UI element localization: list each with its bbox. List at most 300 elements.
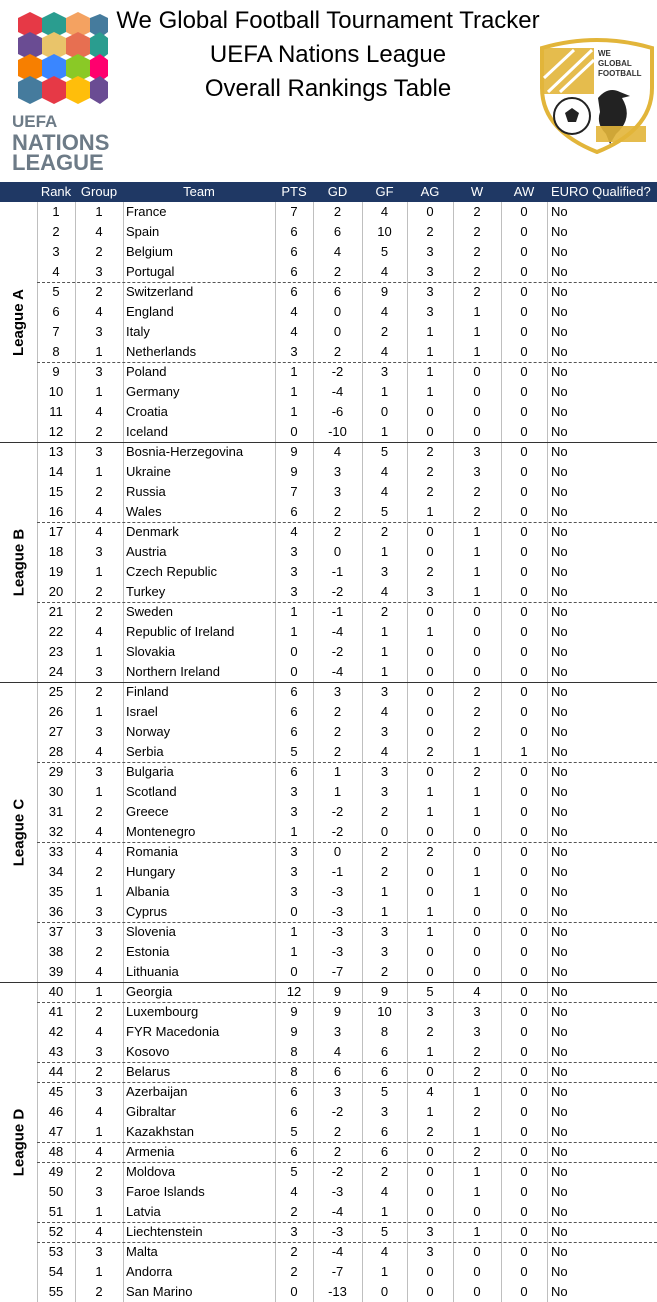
cell-rank: 31 [48, 804, 64, 819]
cell-aw: 0 [520, 904, 528, 919]
cell-pts: 9 [290, 1024, 298, 1039]
pot-divider [37, 602, 657, 604]
cell-team: Portugal [126, 264, 175, 279]
cell-ag: 1 [426, 1044, 434, 1059]
table-row [0, 702, 657, 722]
league-divider [0, 442, 657, 443]
cell-team: FYR Macedonia [126, 1024, 220, 1039]
cell-gd: 3 [333, 684, 342, 699]
table-row [0, 542, 657, 562]
cell-ag: 0 [426, 704, 434, 719]
cell-w: 1 [473, 804, 481, 819]
cell-gd: 2 [333, 1144, 342, 1159]
column-divider [547, 202, 548, 1302]
uefa-nations-league-logo [8, 10, 118, 170]
table-row [0, 1042, 657, 1062]
cell-euro-qualified: No [551, 824, 568, 839]
cell-gd: -4 [331, 384, 344, 399]
cell-group: 2 [95, 1064, 103, 1079]
league-label-text: League A [10, 288, 27, 356]
table-row [0, 302, 657, 322]
column-divider [362, 202, 363, 1302]
cell-gd: 3 [333, 1084, 342, 1099]
cell-group: 4 [95, 1104, 103, 1119]
table-row [0, 1262, 657, 1282]
league-divider [0, 982, 657, 983]
cell-pts: 7 [290, 484, 298, 499]
cell-gf: 1 [380, 424, 389, 439]
column-divider [123, 202, 124, 1302]
pot-divider [37, 1062, 657, 1064]
cell-rank: 41 [48, 1004, 64, 1019]
cell-euro-qualified: No [551, 704, 568, 719]
cell-aw: 0 [520, 1084, 528, 1099]
we-global-football-logo [538, 34, 656, 154]
cell-pts: 3 [290, 1224, 298, 1239]
cell-rank: 10 [48, 384, 64, 399]
cell-gd: 6 [333, 284, 342, 299]
cell-team: Andorra [126, 1264, 173, 1279]
cell-gd: 2 [333, 1124, 342, 1139]
cell-rank: 30 [48, 784, 64, 799]
cell-pts: 9 [290, 464, 298, 479]
cell-team: Iceland [126, 424, 168, 439]
table-row [0, 402, 657, 422]
cell-rank: 45 [48, 1084, 64, 1099]
cell-group: 1 [95, 784, 103, 799]
cell-ag: 3 [426, 284, 434, 299]
cell-aw: 0 [520, 624, 528, 639]
cell-pts: 8 [290, 1064, 298, 1079]
cell-gd: 2 [333, 344, 342, 359]
cell-rank: 42 [48, 1024, 64, 1039]
cell-gd: 2 [333, 744, 342, 759]
cell-ag: 3 [426, 304, 434, 319]
cell-w: 0 [473, 964, 481, 979]
cell-aw: 0 [520, 1224, 528, 1239]
cell-gf: 5 [380, 244, 389, 259]
cell-euro-qualified: No [551, 404, 568, 419]
table-row [0, 362, 657, 382]
cell-gd: 3 [333, 1024, 342, 1039]
cell-w: 2 [473, 264, 481, 279]
cell-pts: 0 [290, 664, 298, 679]
cell-gf: 3 [380, 764, 389, 779]
cell-gf: 4 [380, 1244, 389, 1259]
cell-w: 0 [473, 604, 481, 619]
cell-team: Serbia [126, 744, 164, 759]
cell-ag: 3 [426, 1224, 434, 1239]
cell-rank: 19 [48, 564, 64, 579]
cell-aw: 0 [520, 464, 528, 479]
cell-gd: 9 [333, 984, 342, 999]
cell-w: 3 [473, 1004, 481, 1019]
cell-rank: 50 [48, 1184, 64, 1199]
cell-group: 2 [95, 584, 103, 599]
cell-euro-qualified: No [551, 1004, 568, 1019]
cell-ag: 0 [426, 404, 434, 419]
col-header-gf: GF [375, 184, 394, 199]
cell-euro-qualified: No [551, 644, 568, 659]
cell-w: 0 [473, 424, 481, 439]
cell-rank: 8 [52, 344, 60, 359]
cell-gd: 4 [333, 444, 342, 459]
table-row [0, 982, 657, 1002]
cell-group: 4 [95, 744, 103, 759]
cell-group: 2 [95, 944, 103, 959]
cell-aw: 0 [520, 244, 528, 259]
cell-pts: 1 [290, 944, 298, 959]
cell-w: 1 [473, 1124, 481, 1139]
cell-gd: -7 [331, 1264, 344, 1279]
cell-aw: 0 [520, 584, 528, 599]
table-row [0, 602, 657, 622]
cell-pts: 7 [290, 204, 298, 219]
cell-gd: 2 [333, 264, 342, 279]
table-row [0, 282, 657, 302]
cell-group: 2 [95, 284, 103, 299]
cell-pts: 9 [290, 1004, 298, 1019]
cell-w: 1 [473, 1224, 481, 1239]
cell-gf: 0 [380, 1284, 389, 1299]
pot-divider [37, 1002, 657, 1004]
cell-gd: -4 [331, 664, 344, 679]
cell-group: 1 [95, 464, 103, 479]
table-row [0, 1122, 657, 1142]
cell-gf: 3 [380, 924, 389, 939]
cell-group: 3 [95, 1084, 103, 1099]
cell-gd: 3 [333, 464, 342, 479]
cell-aw: 0 [520, 944, 528, 959]
cell-team: Bosnia-Herzegovina [126, 444, 244, 459]
table-row [0, 922, 657, 942]
cell-gf: 2 [380, 864, 389, 879]
table-row [0, 562, 657, 582]
cell-ag: 3 [426, 244, 434, 259]
cell-w: 2 [473, 764, 481, 779]
pot-divider [37, 522, 657, 524]
cell-ag: 0 [426, 864, 434, 879]
league-label-text: League D [10, 1108, 28, 1176]
cell-team: Romania [126, 844, 179, 859]
cell-team: Bulgaria [126, 764, 174, 779]
cell-pts: 4 [290, 524, 298, 539]
cell-aw: 0 [520, 444, 528, 459]
column-divider [313, 202, 314, 1302]
cell-euro-qualified: No [551, 1284, 568, 1299]
cell-w: 0 [473, 384, 481, 399]
cell-aw: 0 [520, 864, 528, 879]
cell-ag: 5 [426, 984, 434, 999]
league-divider [0, 682, 657, 683]
cell-team: San Marino [126, 1284, 193, 1299]
cell-gd: -7 [331, 964, 344, 979]
cell-euro-qualified: No [551, 984, 568, 999]
cell-pts: 3 [290, 804, 298, 819]
cell-pts: 6 [290, 1144, 298, 1159]
cell-gd: -3 [331, 1184, 344, 1199]
title-line-1: We Global Football Tournament Tracker [116, 7, 540, 34]
table-row [0, 482, 657, 502]
cell-team: Israel [126, 704, 158, 719]
cell-team: Croatia [126, 404, 168, 419]
cell-pts: 3 [290, 884, 298, 899]
cell-gf: 8 [380, 1024, 389, 1039]
table-row [0, 222, 657, 242]
cell-euro-qualified: No [551, 1044, 568, 1059]
cell-w: 2 [473, 684, 481, 699]
cell-rank: 39 [48, 964, 64, 979]
cell-w: 0 [473, 624, 481, 639]
cell-rank: 51 [48, 1204, 64, 1219]
league-label [0, 442, 37, 682]
cell-pts: 6 [290, 684, 298, 699]
cell-euro-qualified: No [551, 564, 568, 579]
cell-w: 1 [473, 304, 481, 319]
cell-aw: 0 [520, 964, 528, 979]
cell-pts: 4 [290, 304, 298, 319]
cell-ag: 1 [426, 804, 434, 819]
table-row [0, 622, 657, 642]
cell-group: 1 [95, 704, 103, 719]
cell-rank: 54 [48, 1264, 64, 1279]
column-divider [37, 202, 38, 1302]
cell-w: 1 [473, 564, 481, 579]
cell-euro-qualified: No [551, 1204, 568, 1219]
cell-aw: 0 [520, 844, 528, 859]
cell-euro-qualified: No [551, 884, 568, 899]
cell-rank: 16 [48, 504, 64, 519]
cell-gd: -2 [331, 1104, 344, 1119]
cell-w: 0 [473, 664, 481, 679]
cell-euro-qualified: No [551, 284, 568, 299]
pot-divider [37, 1222, 657, 1224]
cell-aw: 0 [520, 704, 528, 719]
cell-group: 2 [95, 484, 103, 499]
cell-aw: 0 [520, 1104, 528, 1119]
cell-gf: 4 [380, 304, 389, 319]
cell-rank: 48 [48, 1144, 64, 1159]
cell-group: 2 [95, 1164, 103, 1179]
cell-team: Slovenia [126, 924, 176, 939]
cell-ag: 2 [426, 1124, 434, 1139]
cell-euro-qualified: No [551, 1264, 568, 1279]
cell-gf: 1 [380, 544, 389, 559]
cell-euro-qualified: No [551, 204, 568, 219]
cell-ag: 0 [426, 524, 434, 539]
cell-aw: 0 [520, 1184, 528, 1199]
cell-euro-qualified: No [551, 1104, 568, 1119]
cell-group: 2 [95, 684, 103, 699]
cell-gd: 9 [333, 1004, 342, 1019]
cell-w: 1 [473, 1084, 481, 1099]
cell-aw: 0 [520, 884, 528, 899]
cell-aw: 0 [520, 384, 528, 399]
cell-aw: 0 [520, 484, 528, 499]
cell-rank: 6 [52, 304, 60, 319]
table-row [0, 382, 657, 402]
cell-team: Poland [126, 364, 167, 379]
cell-rank: 32 [48, 824, 64, 839]
table-row [0, 962, 657, 982]
cell-gd: -2 [331, 644, 344, 659]
cell-aw: 0 [520, 1124, 528, 1139]
cell-ag: 1 [426, 324, 434, 339]
cell-rank: 52 [48, 1224, 64, 1239]
cell-euro-qualified: No [551, 764, 568, 779]
cell-team: Kazakhstan [126, 1124, 194, 1139]
table-row [0, 422, 657, 442]
cell-w: 2 [473, 204, 481, 219]
cell-team: Liechtenstein [126, 1224, 203, 1239]
cell-rank: 49 [48, 1164, 64, 1179]
cell-team: Azerbaijan [126, 1084, 188, 1099]
cell-group: 2 [95, 1284, 103, 1299]
cell-pts: 6 [290, 284, 298, 299]
cell-euro-qualified: No [551, 224, 568, 239]
cell-team: Moldova [126, 1164, 176, 1179]
cell-gf: 1 [380, 624, 389, 639]
table-row [0, 1022, 657, 1042]
cell-ag: 2 [426, 844, 434, 859]
cell-team: Gibraltar [126, 1104, 176, 1119]
cell-aw: 0 [520, 764, 528, 779]
cell-rank: 55 [48, 1284, 64, 1299]
cell-aw: 0 [520, 1264, 528, 1279]
cell-pts: 9 [290, 444, 298, 459]
cell-aw: 0 [520, 1024, 528, 1039]
cell-rank: 40 [48, 984, 64, 999]
cell-gd: 2 [333, 704, 342, 719]
table-row [0, 862, 657, 882]
cell-team: Kosovo [126, 1044, 170, 1059]
cell-gf: 3 [380, 724, 389, 739]
table-row [0, 782, 657, 802]
cell-w: 0 [473, 824, 481, 839]
cell-ag: 1 [426, 624, 434, 639]
cell-w: 1 [473, 864, 481, 879]
cell-gf: 3 [380, 1104, 389, 1119]
cell-ag: 0 [426, 204, 434, 219]
pot-divider [37, 1242, 657, 1244]
cell-gd: 6 [333, 224, 342, 239]
cell-ag: 1 [426, 1104, 434, 1119]
cell-group: 3 [95, 664, 103, 679]
cell-euro-qualified: No [551, 744, 568, 759]
cell-w: 1 [473, 544, 481, 559]
cell-gd: -2 [331, 1164, 344, 1179]
cell-aw: 0 [520, 664, 528, 679]
cell-team: Austria [126, 544, 167, 559]
cell-w: 3 [473, 464, 481, 479]
cell-pts: 0 [290, 1284, 298, 1299]
cell-gf: 0 [380, 824, 389, 839]
col-header-aw: AW [513, 184, 535, 199]
cell-w: 2 [473, 1144, 481, 1159]
cell-euro-qualified: No [551, 1164, 568, 1179]
cell-ag: 2 [426, 1024, 434, 1039]
cell-team: Hungary [126, 864, 176, 879]
cell-gf: 6 [380, 1044, 389, 1059]
cell-euro-qualified: No [551, 964, 568, 979]
cell-rank: 12 [48, 424, 64, 439]
table-row [0, 202, 657, 222]
cell-ag: 1 [426, 384, 434, 399]
cell-euro-qualified: No [551, 1144, 568, 1159]
cell-team: Cyprus [126, 904, 168, 919]
cell-gd: -3 [331, 1224, 344, 1239]
col-header-w: W [470, 184, 484, 199]
col-header-pts: PTS [281, 184, 307, 199]
cell-gd: 0 [333, 324, 342, 339]
cell-gf: 4 [380, 704, 389, 719]
logo-text-football: FOOTBALL [598, 69, 642, 78]
cell-team: Estonia [126, 944, 170, 959]
cell-gf: 4 [380, 204, 389, 219]
cell-aw: 0 [520, 1164, 528, 1179]
cell-euro-qualified: No [551, 604, 568, 619]
cell-w: 0 [473, 404, 481, 419]
cell-gd: -4 [331, 624, 344, 639]
cell-gd: -10 [328, 424, 347, 439]
cell-group: 1 [95, 884, 103, 899]
cell-gf: 1 [380, 384, 389, 399]
cell-ag: 0 [426, 1144, 434, 1159]
league-label [0, 682, 37, 982]
table-row [0, 1082, 657, 1102]
table-row [0, 942, 657, 962]
cell-group: 4 [95, 304, 103, 319]
cell-ag: 0 [426, 824, 434, 839]
cell-gf: 4 [380, 584, 389, 599]
cell-euro-qualified: No [551, 1224, 568, 1239]
cell-gf: 2 [380, 324, 389, 339]
cell-pts: 0 [290, 424, 298, 439]
cell-pts: 0 [290, 644, 298, 659]
cell-gf: 3 [380, 784, 389, 799]
cell-ag: 3 [426, 584, 434, 599]
cell-team: Montenegro [126, 824, 196, 839]
cell-team: Italy [126, 324, 150, 339]
table-row [0, 682, 657, 702]
cell-aw: 0 [520, 724, 528, 739]
cell-gd: -13 [328, 1284, 347, 1299]
table-row [0, 822, 657, 842]
cell-pts: 8 [290, 1044, 298, 1059]
cell-aw: 0 [520, 1244, 528, 1259]
cell-gd: -2 [331, 804, 344, 819]
cell-ag: 1 [426, 364, 434, 379]
cell-team: Denmark [126, 524, 179, 539]
cell-team: Malta [126, 1244, 158, 1259]
cell-group: 2 [95, 804, 103, 819]
cell-euro-qualified: No [551, 1184, 568, 1199]
cell-ag: 3 [426, 1004, 434, 1019]
cell-ag: 0 [426, 1064, 434, 1079]
cell-ag: 0 [426, 424, 434, 439]
league-label [0, 982, 37, 1302]
cell-w: 2 [473, 504, 481, 519]
table-row [0, 1222, 657, 1242]
cell-w: 2 [473, 1104, 481, 1119]
cell-aw: 1 [520, 744, 528, 759]
cell-euro-qualified: No [551, 244, 568, 259]
cell-w: 2 [473, 1044, 481, 1059]
cell-rank: 33 [48, 844, 64, 859]
cell-gf: 3 [380, 564, 389, 579]
cell-gd: 0 [333, 544, 342, 559]
cell-group: 1 [95, 564, 103, 579]
